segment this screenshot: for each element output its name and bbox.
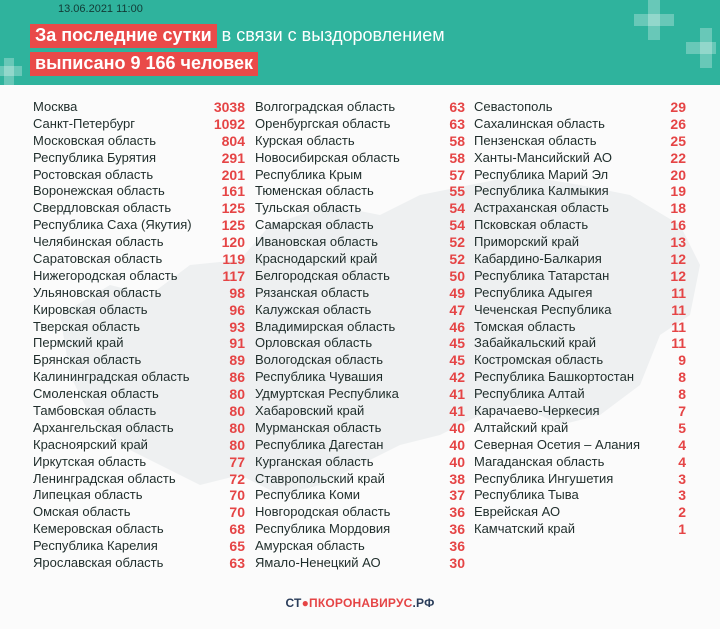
discharged-count: 80 [229,386,245,403]
logo-o-icon: ● [301,596,310,610]
region-name: Красноярский край [33,436,148,452]
region-row [474,369,686,386]
region-row [474,268,686,285]
region-row [255,183,465,200]
region-name: Ивановская область [255,234,378,250]
discharged-count: 96 [229,301,245,318]
discharged-count: 4 [678,436,686,453]
region-row [33,504,245,521]
discharged-count: 54 [449,200,465,217]
region-name: Пермский край [33,335,124,351]
region-name: Костромская область [474,352,604,368]
region-name: Санкт-Петербург [33,115,135,131]
region-name: Республика Марий Эл [474,166,609,182]
region-row [33,200,245,217]
region-row [255,133,465,150]
region-name: Воронежская область [33,183,165,199]
region-name: Карачаево-Черкесия [474,403,600,419]
headline-line-2 [30,53,258,74]
region-name: Челябинская область [33,234,164,250]
headline-rest: в связи с выздоровлением [216,25,445,45]
region-row [33,487,245,504]
discharged-count: 36 [449,504,465,521]
region-name: Республика Коми [255,487,361,503]
discharged-count: 63 [449,99,465,115]
region-row [33,437,245,454]
region-name: Ульяновская область [33,284,162,300]
discharged-count: 1 [678,521,686,538]
plus-decoration-icon [0,66,22,76]
region-row [33,183,245,200]
discharged-count: 45 [449,352,465,369]
region-row [33,251,245,268]
discharged-count: 22 [670,149,686,166]
region-name: Республика Башкортостан [474,369,634,385]
region-name: Республика Карелия [33,538,158,554]
region-row [255,285,465,302]
discharged-count: 7 [678,403,686,420]
region-name: Вологодская область [255,352,384,368]
region-row [33,319,245,336]
discharged-count: 30 [449,555,465,572]
region-name: Ростовская область [33,166,154,182]
region-column-2 [255,99,465,572]
region-name: Оренбургская область [255,115,391,131]
region-name: Удмуртская Республика [255,386,399,402]
discharged-count: 52 [449,234,465,251]
region-name: Астраханская область [474,200,609,216]
discharged-count: 86 [229,369,245,386]
region-row [33,217,245,234]
region-row [474,183,686,200]
region-name: Забайкальский край [474,335,597,351]
discharged-count: 58 [449,149,465,166]
region-row [255,369,465,386]
discharged-count: 80 [229,419,245,436]
discharged-count: 89 [229,352,245,369]
region-row [33,471,245,488]
region-row [474,521,686,538]
discharged-count: 25 [670,132,686,149]
region-name: Рязанская область [255,284,370,300]
region-name: Кировская область [33,301,148,317]
discharged-count: 18 [670,200,686,217]
region-name: Тверская область [33,318,141,334]
discharged-count: 80 [229,403,245,420]
region-row [474,504,686,521]
region-name: Московская область [33,132,157,148]
region-row [33,521,245,538]
region-row [33,133,245,150]
region-row [474,471,686,488]
region-name: Брянская область [33,352,142,368]
region-row [255,437,465,454]
discharged-count: 63 [229,555,245,572]
discharged-count: 11 [671,318,686,335]
region-name: Курганская область [255,453,374,469]
region-row [474,217,686,234]
region-name: Ленинградская область [33,470,176,486]
plus-decoration-icon [686,42,716,54]
discharged-total: выписано 9 166 человек [30,52,258,76]
region-name: Самарская область [255,217,374,233]
region-row [474,335,686,352]
header-banner [0,0,720,85]
discharged-count: 41 [449,386,465,403]
region-name: Тамбовская область [33,403,157,419]
discharged-count: 11 [671,284,686,301]
region-name: Северная Осетия – Алания [474,436,640,452]
region-name: Магаданская область [474,453,605,469]
discharged-count: 63 [449,115,465,132]
region-row [255,200,465,217]
region-row [474,234,686,251]
discharged-count: 57 [449,166,465,183]
discharged-count: 55 [449,183,465,200]
discharged-count: 291 [221,149,245,166]
discharged-count: 3 [678,470,686,487]
region-name: Новгородская область [255,504,391,520]
discharged-count: 804 [221,132,245,149]
region-row [474,454,686,471]
region-name: Сахалинская область [474,115,605,131]
region-name: Смоленская область [33,386,159,402]
discharged-count: 72 [229,470,245,487]
region-name: Республика Бурятия [33,149,157,165]
discharged-count: 12 [670,251,686,268]
region-name: Липецкая область [33,487,143,503]
region-row [33,369,245,386]
discharged-count: 40 [449,436,465,453]
region-row [33,386,245,403]
discharged-count: 20 [670,166,686,183]
region-row [474,116,686,133]
discharged-count: 26 [670,115,686,132]
region-row [474,99,686,116]
region-name: Республика Татарстан [474,267,610,283]
region-name: Хабаровский край [255,403,365,419]
region-name: Псковская область [474,217,589,233]
region-row [33,99,245,116]
discharged-count: 42 [449,369,465,386]
region-row [255,521,465,538]
region-name: Краснодарский край [255,251,378,267]
region-name: Республика Алтай [474,386,585,402]
region-name: Архангельская область [33,419,174,435]
discharged-count: 12 [670,267,686,284]
region-row [255,302,465,319]
region-name: Нижегородская область [33,267,178,283]
discharged-count: 68 [229,521,245,538]
region-name: Кемеровская область [33,521,164,537]
region-row [474,167,686,184]
discharged-count: 41 [449,403,465,420]
region-row [33,150,245,167]
region-row [474,285,686,302]
region-row [33,335,245,352]
discharged-count: 1092 [213,115,245,132]
discharged-count: 40 [449,419,465,436]
discharged-count: 40 [449,453,465,470]
region-name: Ямало-Ненецкий АО [255,555,381,571]
date-stamp: 13.06.2021 11:00 [58,3,143,15]
region-name: Омская область [33,504,131,520]
region-row [255,335,465,352]
region-name: Новосибирская область [255,149,400,165]
discharged-count: 11 [671,335,686,352]
discharged-count: 70 [229,504,245,521]
region-row [255,167,465,184]
discharged-count: 36 [449,521,465,538]
stopcoronavirus-logo: СТ●ПКОРОНАВИРУС.РФ [285,596,435,610]
region-row [474,386,686,403]
region-row [255,454,465,471]
discharged-count: 46 [449,318,465,335]
region-name: Мурманская область [255,419,382,435]
discharged-count: 70 [229,487,245,504]
region-row [255,116,465,133]
discharged-count: 65 [229,538,245,555]
region-row [474,420,686,437]
region-column-3 [474,99,686,538]
region-name: Орловская область [255,335,373,351]
region-name: Республика Калмыкия [474,183,609,199]
discharged-count: 58 [449,132,465,149]
region-name: Тульская область [255,200,362,216]
region-row [255,217,465,234]
region-name: Еврейская АО [474,504,561,520]
region-row [474,200,686,217]
region-column-1 [33,99,245,572]
region-row [33,234,245,251]
discharged-count: 29 [670,99,686,115]
discharged-count: 52 [449,251,465,268]
region-name: Пензенская область [474,132,597,148]
region-name: Республика Саха (Якутия) [33,217,192,233]
region-name: Республика Дагестан [255,436,384,452]
region-row [33,403,245,420]
region-name: Приморский край [474,234,579,250]
headline-highlight: За последние сутки [30,24,217,48]
region-row [255,352,465,369]
region-row [255,555,465,572]
region-row [33,285,245,302]
region-name: Иркутская область [33,453,147,469]
region-name: Кабардино-Балкария [474,251,602,267]
region-name: Калужская область [255,301,372,317]
region-row [255,420,465,437]
region-row [255,538,465,555]
discharged-count: 8 [678,369,686,386]
region-name: Свердловская область [33,200,172,216]
region-name: Тюменская область [255,183,374,199]
region-row [255,99,465,116]
region-row [474,403,686,420]
region-row [474,352,686,369]
region-row [255,487,465,504]
region-row [33,302,245,319]
region-row [255,234,465,251]
discharged-count: 161 [221,183,245,200]
region-name: Республика Крым [255,166,363,182]
region-row [33,116,245,133]
discharged-count: 91 [229,335,245,352]
region-row [255,471,465,488]
region-row [474,133,686,150]
region-name: Владимирская область [255,318,396,334]
region-name: Томская область [474,318,576,334]
region-row [33,420,245,437]
discharged-count: 19 [670,183,686,200]
region-name: Чеченская Республика [474,301,612,317]
region-name: Ханты-Мансийский АО [474,149,612,165]
region-name: Республика Чувашия [255,369,383,385]
discharged-count: 3 [678,487,686,504]
region-row [474,487,686,504]
headline-line-1 [30,25,445,46]
region-name: Белгородская область [255,267,390,283]
discharged-count: 49 [449,284,465,301]
discharged-count: 13 [670,234,686,251]
discharged-count: 4 [678,453,686,470]
discharged-count: 2 [678,504,686,521]
region-row [474,437,686,454]
discharged-count: 16 [670,217,686,234]
region-name: Ярославская область [33,555,164,571]
region-name: Алтайский край [474,419,569,435]
region-name: Севастополь [474,99,553,114]
discharged-count: 50 [449,267,465,284]
region-name: Волгоградская область [255,99,396,114]
discharged-count: 37 [449,487,465,504]
discharged-count: 9 [678,352,686,369]
region-name: Республика Мордовия [255,521,391,537]
region-name: Саратовская область [33,251,163,267]
region-row [474,302,686,319]
plus-decoration-icon [634,14,674,26]
region-name: Москва [33,99,78,114]
region-row [33,268,245,285]
region-row [33,555,245,572]
region-row [33,352,245,369]
region-row [255,403,465,420]
discharged-count: 125 [221,217,245,234]
discharged-count: 54 [449,217,465,234]
discharged-count: 98 [229,284,245,301]
region-row [255,504,465,521]
discharged-count: 201 [221,166,245,183]
region-row [255,150,465,167]
discharged-count: 125 [221,200,245,217]
region-name: Ставропольский край [255,470,385,486]
discharged-count: 120 [221,234,245,251]
region-name: Курская область [255,132,355,148]
region-row [33,167,245,184]
region-name: Республика Тыва [474,487,579,503]
region-row [33,538,245,555]
region-row [255,386,465,403]
region-name: Республика Ингушетия [474,470,614,486]
discharged-count: 93 [229,318,245,335]
discharged-count: 47 [449,301,465,318]
region-row [255,319,465,336]
region-row [474,319,686,336]
discharged-count: 80 [229,436,245,453]
region-row [255,268,465,285]
region-row [33,454,245,471]
discharged-count: 119 [222,251,245,268]
discharged-count: 38 [449,470,465,487]
discharged-count: 117 [222,267,245,284]
discharged-count: 77 [229,453,245,470]
region-name: Камчатский край [474,521,575,537]
discharged-count: 3038 [213,99,245,115]
region-name: Республика Адыгея [474,284,593,300]
region-row [255,251,465,268]
discharged-count: 5 [678,419,686,436]
discharged-count: 11 [671,301,686,318]
region-name: Калининградская область [33,369,190,385]
region-row [474,251,686,268]
region-row [474,150,686,167]
discharged-count: 8 [678,386,686,403]
region-name: Амурская область [255,538,365,554]
discharged-count: 45 [449,335,465,352]
discharged-count: 36 [449,538,465,555]
